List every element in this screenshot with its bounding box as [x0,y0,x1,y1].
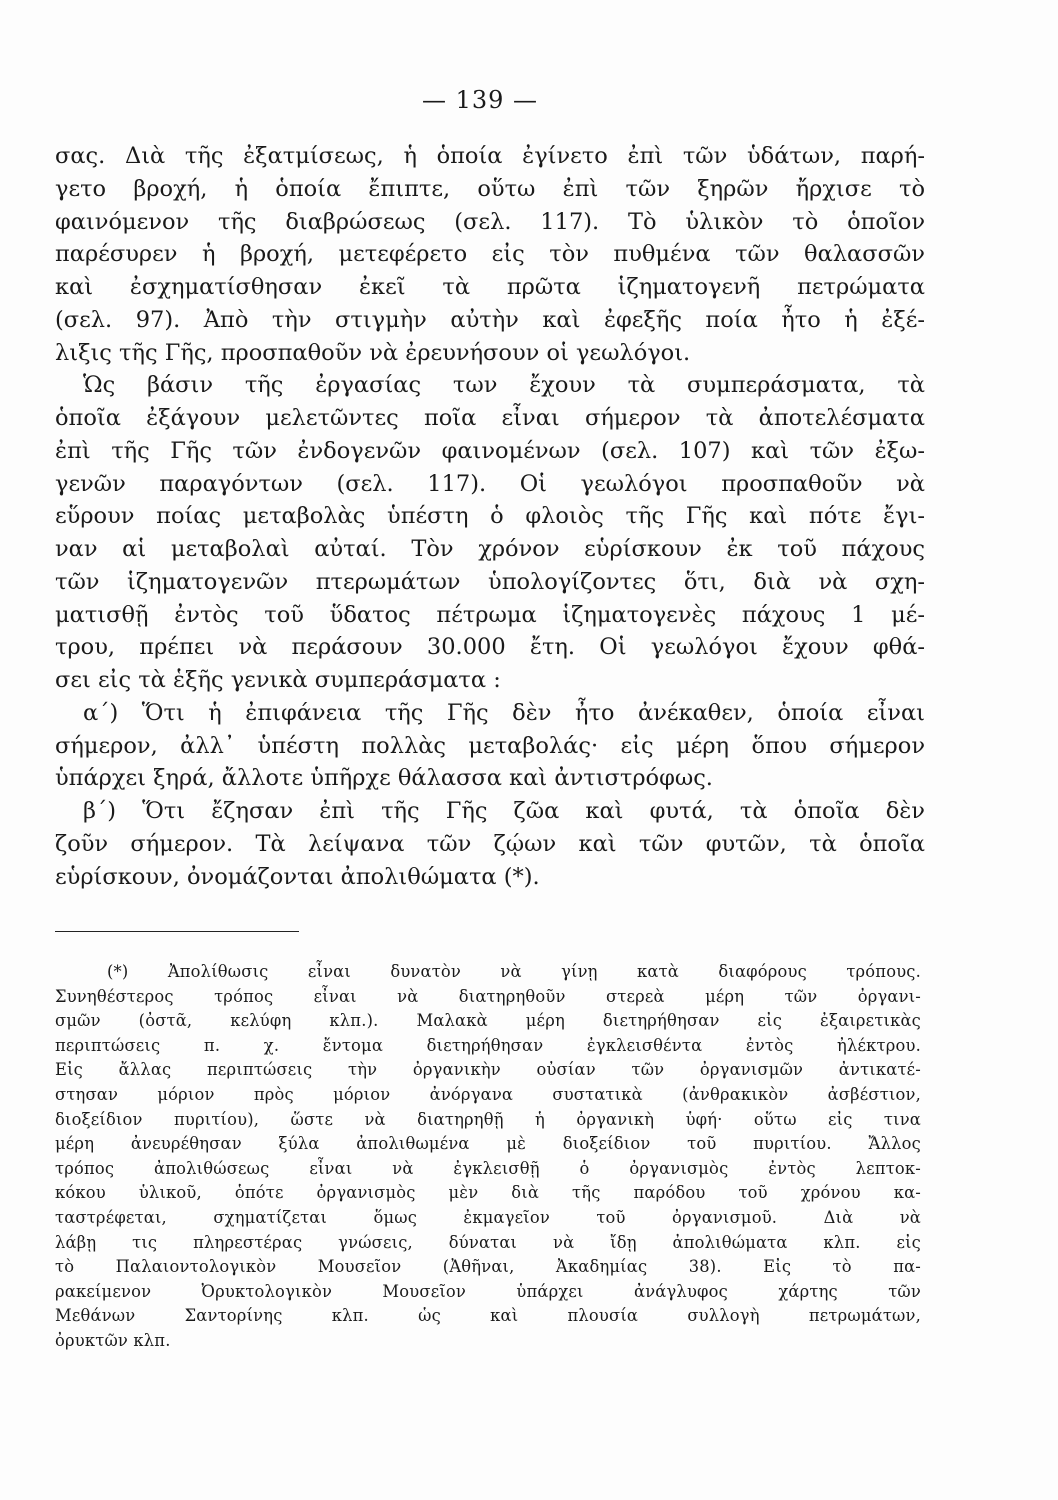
text-line: γετο βροχή, ἡ ὁποία ἔπιπτε, οὕτω ἐπὶ τῶν ξηρῶν ἤρχισε τὸ [55,175,925,202]
footnote-line: Μεθάνων Σαντορίνης κλπ. ὡς καὶ πλουσία συλλογὴ πετρωμάτων, [55,1306,921,1326]
text-line: α΄) Ὅτι ἡ ἐπιφάνεια τῆς Γῆς δὲν ἦτο ἀνέκαθεν, ὁποία εἶναι [83,699,925,726]
text-line: εὕρουν ποίας μεταβολὰς ὑπέστη ὁ φλοιὸς τῆς Γῆς καὶ πότε ἔγι- [55,503,925,530]
text-line: φαινόμενον τῆς διαβρώσεως (σελ. 117). Τὸ ὑλικὸν τὸ ὁποῖον [55,208,925,235]
text-line: Ὡς βάσιν τῆς ἐργασίας των ἔχουν τὰ συμπεράσματα, τὰ [83,372,925,399]
footnote-line: ταστρέφεται, σχηματίζεται ὅμως ἐκμαγεῖον τοῦ ὀργανισμοῦ. Διὰ νὰ [55,1207,921,1227]
text-line: τρου, πρέπει νὰ περάσουν 30.000 ἔτη. Οἱ γεωλόγοι ἔχουν φθά- [55,634,925,661]
footnote-line: Εἰς ἄλλας περιπτώσεις τὴν ὀργανικὴν οὐσίαν τῶν ὀργανισμῶν ἀντικατέ- [55,1060,921,1080]
footnote-line: περιπτώσεις π. χ. ἔντομα διετηρήθησαν ἐγκλεισθέντα ἐντὸς ἠλέκτρου. [55,1035,921,1055]
page-number: — 139 — [421,86,539,114]
text-line: σήμερον, ἀλλ᾽ ὑπέστη πολλὰς μεταβολάς· εἰς μέρη ὅπου σήμερον [55,732,925,759]
text-line: β΄) Ὅτι ἔζησαν ἐπὶ τῆς Γῆς ζῶα καὶ φυτά, τὰ ὁποῖα δὲν [83,798,925,824]
text-line: ζοῦν σήμερον. Τὰ λείψανα τῶν ζῴων καὶ τῶν φυτῶν, τὰ ὁποῖα [55,830,925,857]
text-line: σας. Διὰ τῆς ἐξατμίσεως, ἡ ὁποία ἐγίνετο ἐπὶ τῶν ὑδάτων, παρή- [55,143,925,169]
text-line: παρέσυρεν ἡ βροχή, μετεφέρετο εἰς τὸν πυθμένα τῶν θαλασσῶν [55,241,925,268]
text-line: καὶ ἐσχηματίσθησαν ἐκεῖ τὰ πρῶτα ἱζηματογενῆ πετρώματα [55,274,925,300]
text-line: σει εἰς τὰ ἑξῆς γενικὰ συμπεράσματα : [55,667,501,693]
text-line: λιξις τῆς Γῆς, προσπαθοῦν νὰ ἐρευνήσουν οἱ γεωλόγοι. [55,339,691,366]
footnote-line: κόκου ὑλικοῦ, ὁπότε ὀργανισμὸς μὲν διὰ τῆς παρόδου τοῦ χρόνου κα- [55,1183,921,1203]
footnote-line: (*) Ἀπολίθωσις εἶναι δυνατὸν νὰ γίνῃ κατὰ διαφόρους τρόπους. [107,962,921,981]
text-line: ματισθῇ ἐντὸς τοῦ ὕδατος πέτρωμα ἱζηματογενὲς πάχους 1 μέ- [55,601,925,628]
text-line: ναν αἱ μεταβολαὶ αὐταί. Τὸν χρόνον εὑρίσκουν ἐκ τοῦ πάχους [55,536,925,562]
footnote-line: τὸ Παλαιοντολογικὸν Μουσεῖον (Ἀθῆναι, Ἀκαδημίας 38). Εἰς τὸ πα- [55,1257,921,1277]
footnote-line: τρόπος ἀπολιθώσεως εἶναι νὰ ἐγκλεισθῇ ὁ ὀργανισμὸς ἐντὸς λεπτοκ- [55,1158,921,1178]
text-line: (σελ. 97). Ἀπὸ τὴν στιγμὴν αὐτὴν καὶ ἐφεξῆς ποία ἦτο ἡ ἐξέ- [55,306,925,333]
footnote-line: σμῶν (ὀστᾶ, κελύφη κλπ.). Μαλακὰ μέρη διετηρήθησαν εἰς ἐξαιρετικὰς [55,1011,921,1031]
footnote-line: διοξείδιον πυριτίου), ὥστε νὰ διατηρηθῇ ἡ ὀργανικὴ ὑφή· οὕτω εἰς τινα [55,1109,921,1129]
footnote [55,960,921,1354]
footnote-line: ρακείμενον Ὀρυκτολογικὸν Μουσεῖον ὑπάρχει ἀνάγλυφος χάρτης τῶν [55,1281,921,1301]
footnote-line: λάβῃ τις πληρεστέρας γνώσεις, δύναται νὰ ἴδῃ ἀπολιθώματα κλπ. εἰς [55,1232,921,1252]
text-line: τῶν ἱζηματογενῶν πτερωμάτων ὑπολογίζοντες ὅτι, διὰ νὰ σχη- [55,568,925,595]
text-line: ἐπὶ τῆς Γῆς τῶν ἐνδογενῶν φαινομένων (σελ. 107) καὶ τῶν ἐξω- [55,437,925,464]
footnote-line: μέρη ἀνευρέθησαν ξύλα ἀπολιθωμένα μὲ διοξείδιον τοῦ πυριτίου. Ἄλλος [55,1134,921,1154]
text-line: εὑρίσκουν, ὀνομάζονται ἀπολιθώματα (*). [55,863,540,890]
text-line: γενῶν παραγόντων (σελ. 117). Οἱ γεωλόγοι προσπαθοῦν νὰ [55,470,925,497]
footnote-line: στησαν μόριον πρὸς μόριον ἀνόργανα συστατικὰ (ἀνθρακικὸν ἀσβέστιον, [55,1084,921,1104]
footnote-line: Συνηθέστερος τρόπος εἶναι νὰ διατηρηθοῦν στερεὰ μέρη τῶν ὀργανι- [55,986,921,1006]
footnote-line: ὀρυκτῶν κλπ. [55,1330,171,1350]
footnote-divider [55,931,299,932]
body-text [55,140,925,893]
text-line: ὁποῖα ἐξάγουν μελετῶντες ποῖα εἶναι σήμερον τὰ ἀποτελέσματα [55,405,925,431]
text-line: ὑπάρχει ξηρά, ἄλλοτε ὑπῆρχε θάλασσα καὶ ἀντιστρόφως. [55,765,713,792]
